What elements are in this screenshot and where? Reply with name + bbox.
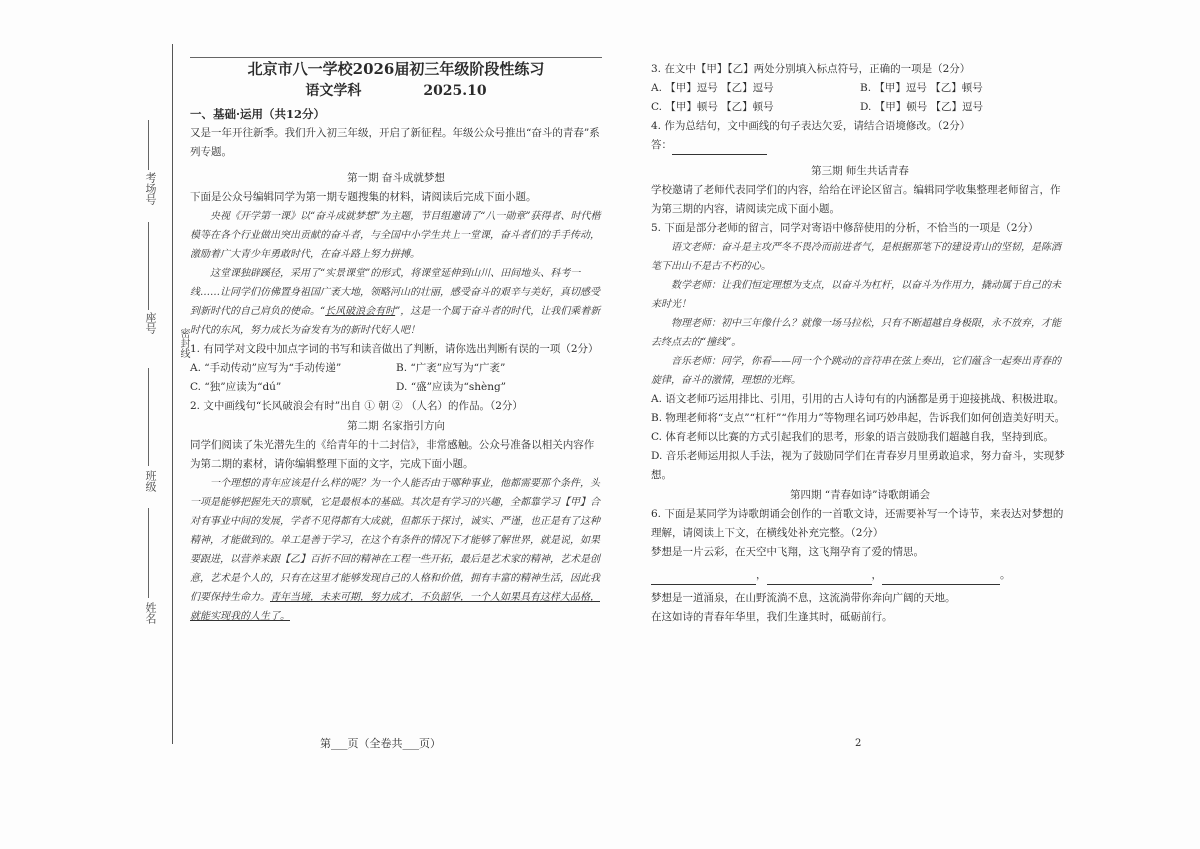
teacher-chinese: 语文老师：奋斗是主攻严冬不畏冷而前进者气，是根据那笔下的建设青山的坚韧，是陈酒笔下出山不是古不朽的心。 [651, 242, 1061, 272]
section2-para [190, 474, 602, 626]
question-3-options [651, 79, 1069, 117]
question-2: 2. 文中画线句“长风破浪会有时”出自 ① 朝 ② （人名）的作品。（2分） [190, 400, 523, 412]
teacher-physics: 物理老师：初中三年像什么？就像一场马拉松，只有不断超越自身极限，永不放弃，才能去终点去的“撞线”。 [651, 318, 1061, 348]
q5-option-a: A. 语文老师巧运用排比、引用，引用的古人诗句有的内涵都是勇于迎接挑战、积极进取。 [651, 393, 1065, 405]
question-6: 6. 下面是某同学为诗歌朗诵会创作的一首歌文诗，还需要补写一个诗节，来表达对梦想的理解，请阅读上下文，在横线处补充完整。（2分） [651, 508, 1064, 539]
answer-label: 答： [651, 139, 672, 151]
q1-option-a: A. “手动传动”应写为“手动传递” [190, 362, 342, 374]
exam-no-label: 考场号 [144, 172, 157, 205]
section4-title: 第四期 “青春如诗”诗歌朗诵会 [789, 489, 931, 501]
class-label: 班级 [144, 470, 157, 492]
exam-title: 北京市八一学校2026届初三年级阶段性练习 [247, 60, 545, 78]
poem-line-1: 梦想是一片云彩，在天空中飞翔，这飞翔孕育了爱的情思。 [651, 546, 924, 558]
poem-line-4: 在这如诗的青春年华里，我们生逢其时，砥砺前行。 [651, 611, 893, 623]
s2-para-underline: 青年当境，未来可期，努力成才，不负韶华，一个人如果具有这样大品格，就能实现我的人生了。 [190, 592, 600, 622]
question-4: 4. 作为总结句，文中画线的句子表达欠妥，请结合语境修改。（2分） [651, 120, 971, 132]
q1-option-c: C. “独”应读为“dú” [190, 381, 282, 393]
q3-option-a: A. 【甲】逗号 【乙】逗号 [651, 82, 774, 94]
q3-option-b: B. 【甲】逗号 【乙】顿号 [860, 82, 983, 94]
section1-title: 第一期 奋斗成就梦想 [347, 172, 445, 184]
question-1: 1. 有同学对文段中加点字词的书写和读音做出了判断，请你选出判断有误的一项（2分） [190, 343, 599, 355]
binding-line [172, 44, 173, 744]
poem-line-3: 梦想是一道涌泉，在山野流淌不息，这流淌带你奔向广阔的天地。 [651, 592, 956, 604]
question-4-answer-line [651, 136, 1069, 155]
exam-date: 2025.10 [423, 83, 487, 99]
part1-heading: 一、基础·运用（共12分） [190, 107, 326, 121]
s2-para-text: 一个理想的青年应该是什么样的呢？为一个人能否由于哪种事业，他都需要那个条件，头一项是能够把握先天的禀赋，它是最根本的基础。其次是有学习的兴趣，全都靠学习【甲】合对有事业中间的发展，学者不见得都有大成就，但都乐于探讨，诚实、严谨，也正是有了这种精神，才能做到的。单工是善于学习，在这个有条件的情况下才能够了解世界，就是说，如果要跟进，以营养来跟【乙】百折不回的精神在工程一些开拓，最后是艺术家的精神，艺术是创意，艺术是个人的，只有在这里才能够发现自己的人格和价值，拥有丰富的精神生活，因此我们要保持生命力。 [190, 478, 600, 603]
seat-no-line [148, 222, 149, 310]
q5-option-c: C. 体育老师以比赛的方式引起我们的思考，形象的语言鼓励我们超越自我，坚持到底。 [651, 431, 1054, 443]
left-column [190, 58, 602, 626]
right-column [651, 60, 1069, 627]
q5-option-b: B. 物理老师将“支点”“杠杆”“作用力”等物理名词巧妙串起，告诉我们如何创造美好明天。 [651, 412, 1066, 424]
question-5: 5. 下面是部分老师的留言，同学对寄语中修辞使用的分析，不恰当的一项是（2分） [651, 222, 1039, 234]
page-footer-left: 第___页（全卷共___页） [320, 737, 441, 750]
page-number-right: 2 [855, 738, 862, 749]
para2-text: 这堂课独辟蹊径，采用了“实景课堂”的形式，将课堂延伸到山川、田间地头、科考一线……让同学们仿佛置身祖国广袤大地，领略河山的壮丽，感受奋斗的艰辛与美好，真切感受到新时代的自己肩负的使命。“ [190, 268, 600, 317]
teacher-music: 音乐老师：同学，你看——同一个个跳动的音符串在弦上奏出，它们蕴含一起奏出青春的旋律，奋斗的激情，理想的光辉。 [651, 356, 1061, 386]
seal-line-label: 密封线 [178, 328, 189, 358]
poem-blank-1[interactable] [651, 572, 756, 585]
para2-end: ”，这是一个属于奋斗者的时代，让我们乘着新时代的东风，努力成长为奋发有为的新时代好人吧！ [190, 306, 601, 336]
q1-option-d: D. “盛”应读为“shèng” [396, 381, 507, 393]
answer-blank[interactable] [672, 142, 767, 155]
poem-blank-3[interactable] [882, 572, 1000, 585]
seat-no-label: 座号 [144, 312, 157, 334]
poem-blank-2[interactable] [767, 572, 872, 585]
question-1-options [190, 359, 602, 397]
q3-option-d: D. 【甲】顿号 【乙】逗号 [860, 101, 984, 113]
para2-quote: 长风破浪会有时 [325, 306, 396, 317]
section2-intro: 同学们阅读了朱光潜先生的《给青年的十二封信》，非常感触。公众号准备以相关内容作为第二期的素材，请你编辑整理下面的文字，完成下面小题。 [190, 439, 595, 470]
part1-intro: 又是一年开往新季。我们升入初三年级，开启了新征程。年级公众号推出“奋斗的青春”系列专题。 [190, 127, 600, 158]
q5-option-d: D. 音乐老师运用拟人手法，视为了鼓励同学们在青春岁月里勇敢追求，努力奋斗，实现梦想。 [651, 450, 1065, 481]
section1-para2 [190, 264, 602, 340]
class-line [148, 368, 149, 466]
section3-intro: 学校邀请了老师代表同学们的内容，给给在评论区留言。编辑同学收集整理老师留言，作为第三期的内容，请阅读完成下面小题。 [651, 184, 1061, 215]
section1-intro: 下面是公众号编辑同学为第一期专题搜集的材料，请阅读后完成下面小题。 [190, 191, 537, 203]
question-3: 3. 在文中【甲】【乙】两处分别填入标点符号，正确的一项是（2分） [651, 63, 971, 75]
exam-no-line [148, 120, 149, 170]
section3-title: 第三期 师生共话青春 [811, 165, 909, 177]
poem-blank-line: ， ， 。 [651, 566, 1069, 585]
section2-title: 第二期 名家指引方向 [347, 420, 445, 432]
name-label: 姓名 [144, 602, 157, 624]
exam-subtitle [190, 80, 602, 102]
q3-option-c: C. 【甲】顿号 【乙】顿号 [651, 101, 774, 113]
title-rule [190, 57, 602, 58]
q1-option-b: B. “广袤”应写为“广袤” [396, 362, 506, 374]
section1-para1: 央视《开学第一课》以“奋斗成就梦想”为主题，节目组邀请了“八一勋章”获得者、时代楷模等在各个行业做出突出贡献的奋斗者，与全国中小学生共上一堂课，奋斗者们的手手传动，激励着广大青少年勇敢时代，在奋斗路上努力拼搏。 [190, 211, 601, 260]
subject-label: 语文学科 [305, 83, 362, 99]
teacher-math: 数学老师：让我们恒定理想为支点，以奋斗为杠杆，以奋斗为作用力，撬动属于自己的未来时光！ [651, 280, 1061, 310]
name-line [148, 508, 149, 598]
